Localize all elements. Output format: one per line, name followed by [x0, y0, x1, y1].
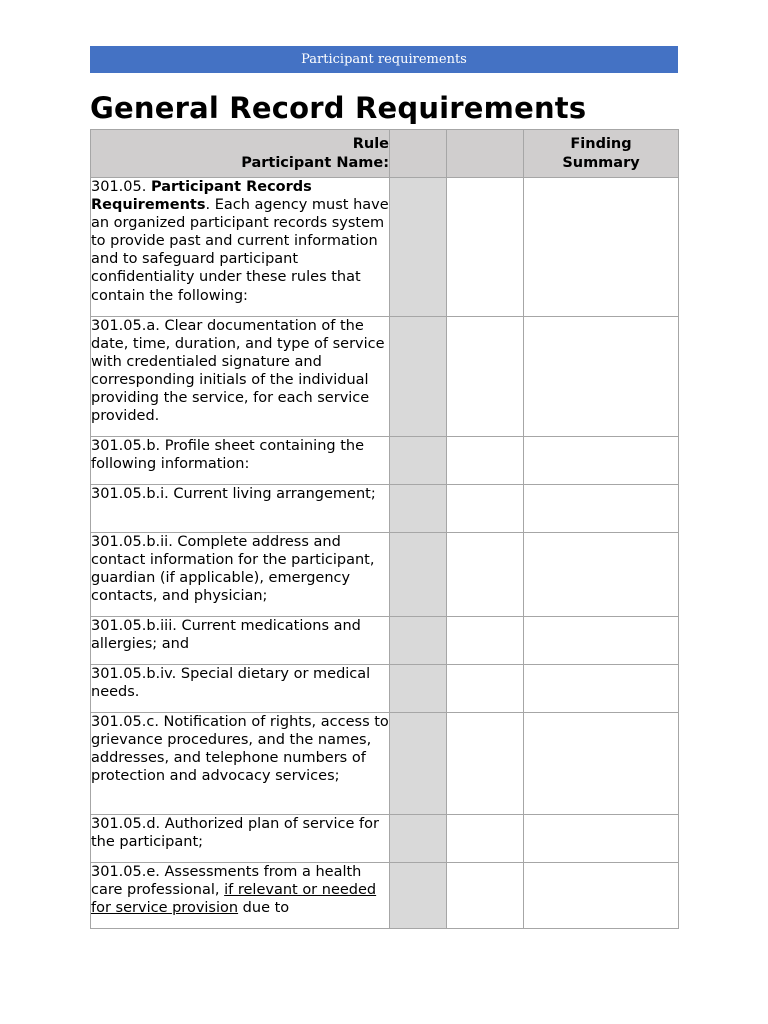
rule-heading: Participant Records Requirements [91, 179, 312, 214]
rule-text-start: 301.05.e. Assessments from a health care professional, [91, 864, 362, 899]
rule-cell: 301.05.c. Notification of rights, access to grievance procedures, and the names, addresses, and telephone numbers of protection and advocacy services; [91, 713, 390, 815]
banner-text: Participant requirements [301, 52, 467, 67]
rule-cell [91, 863, 390, 929]
rule-cell [91, 178, 390, 317]
finding-summary-header [524, 130, 679, 178]
table-row [91, 533, 679, 617]
finding-cell[interactable] [524, 533, 679, 617]
shaded-cell [390, 533, 447, 617]
table-row [91, 485, 679, 533]
table-row [91, 617, 679, 665]
blank-cell[interactable] [447, 713, 524, 815]
blank-cell[interactable] [447, 485, 524, 533]
table-row [91, 713, 679, 815]
finding-cell[interactable] [524, 617, 679, 665]
blank-cell[interactable] [447, 863, 524, 929]
blank-column-header [447, 130, 524, 178]
shaded-cell [390, 617, 447, 665]
finding-cell[interactable] [524, 713, 679, 815]
rule-cell: 301.05.b.iv. Special dietary or medical needs. [91, 665, 390, 713]
table-row [91, 863, 679, 929]
finding-cell[interactable] [524, 665, 679, 713]
summary-header-label: Summary [562, 154, 640, 171]
finding-cell[interactable] [524, 815, 679, 863]
rule-column-header [91, 130, 390, 178]
shaded-cell [390, 863, 447, 929]
shaded-cell [390, 178, 447, 317]
shaded-cell [390, 815, 447, 863]
finding-header-label: Finding [570, 136, 632, 153]
table-row [91, 317, 679, 437]
rule-number: 301.05. [91, 179, 151, 195]
table-row [91, 178, 679, 317]
rule-text-end: due to [238, 900, 290, 917]
table-header-row [91, 130, 679, 178]
requirements-table [90, 129, 679, 929]
section-banner [90, 46, 678, 73]
blank-cell[interactable] [447, 533, 524, 617]
participant-name-label: Participant Name: [241, 154, 389, 171]
underlined-condition: if relevant or needed for service provision [91, 882, 377, 917]
rule-cell: 301.05.b.iii. Current medications and allergies; and [91, 617, 390, 665]
shaded-cell [390, 713, 447, 815]
blank-cell[interactable] [447, 317, 524, 437]
rule-header-label: Rule [352, 136, 389, 153]
rule-cell: 301.05.b. Profile sheet containing the following information: [91, 437, 390, 485]
table-row [91, 815, 679, 863]
shaded-column-header [390, 130, 447, 178]
rule-cell: 301.05.b.ii. Complete address and contact information for the participant, guardian (if applicable), emergency contacts, and physician; [91, 533, 390, 617]
finding-cell[interactable] [524, 863, 679, 929]
rule-text: . Each agency must have an organized participant records system to provide past and current information and to safeguard participant confidentiality under these rules that contain the following: [91, 197, 389, 304]
table-row [91, 665, 679, 713]
shaded-cell [390, 317, 447, 437]
shaded-cell [390, 437, 447, 485]
rule-cell: 301.05.a. Clear documentation of the date, time, duration, and type of service with credentialed signature and corresponding initials of the individual providing the service, for each service provided. [91, 317, 390, 437]
page-title: General Record Requirements [90, 91, 587, 125]
shaded-cell [390, 665, 447, 713]
rule-cell: 301.05.d. Authorized plan of service for the participant; [91, 815, 390, 863]
blank-cell[interactable] [447, 665, 524, 713]
finding-cell[interactable] [524, 437, 679, 485]
finding-cell[interactable] [524, 317, 679, 437]
blank-cell[interactable] [447, 437, 524, 485]
blank-cell[interactable] [447, 617, 524, 665]
rule-cell: 301.05.b.i. Current living arrangement; [91, 485, 390, 533]
table-row [91, 437, 679, 485]
finding-cell[interactable] [524, 485, 679, 533]
blank-cell[interactable] [447, 178, 524, 317]
finding-cell[interactable] [524, 178, 679, 317]
blank-cell[interactable] [447, 815, 524, 863]
shaded-cell [390, 485, 447, 533]
